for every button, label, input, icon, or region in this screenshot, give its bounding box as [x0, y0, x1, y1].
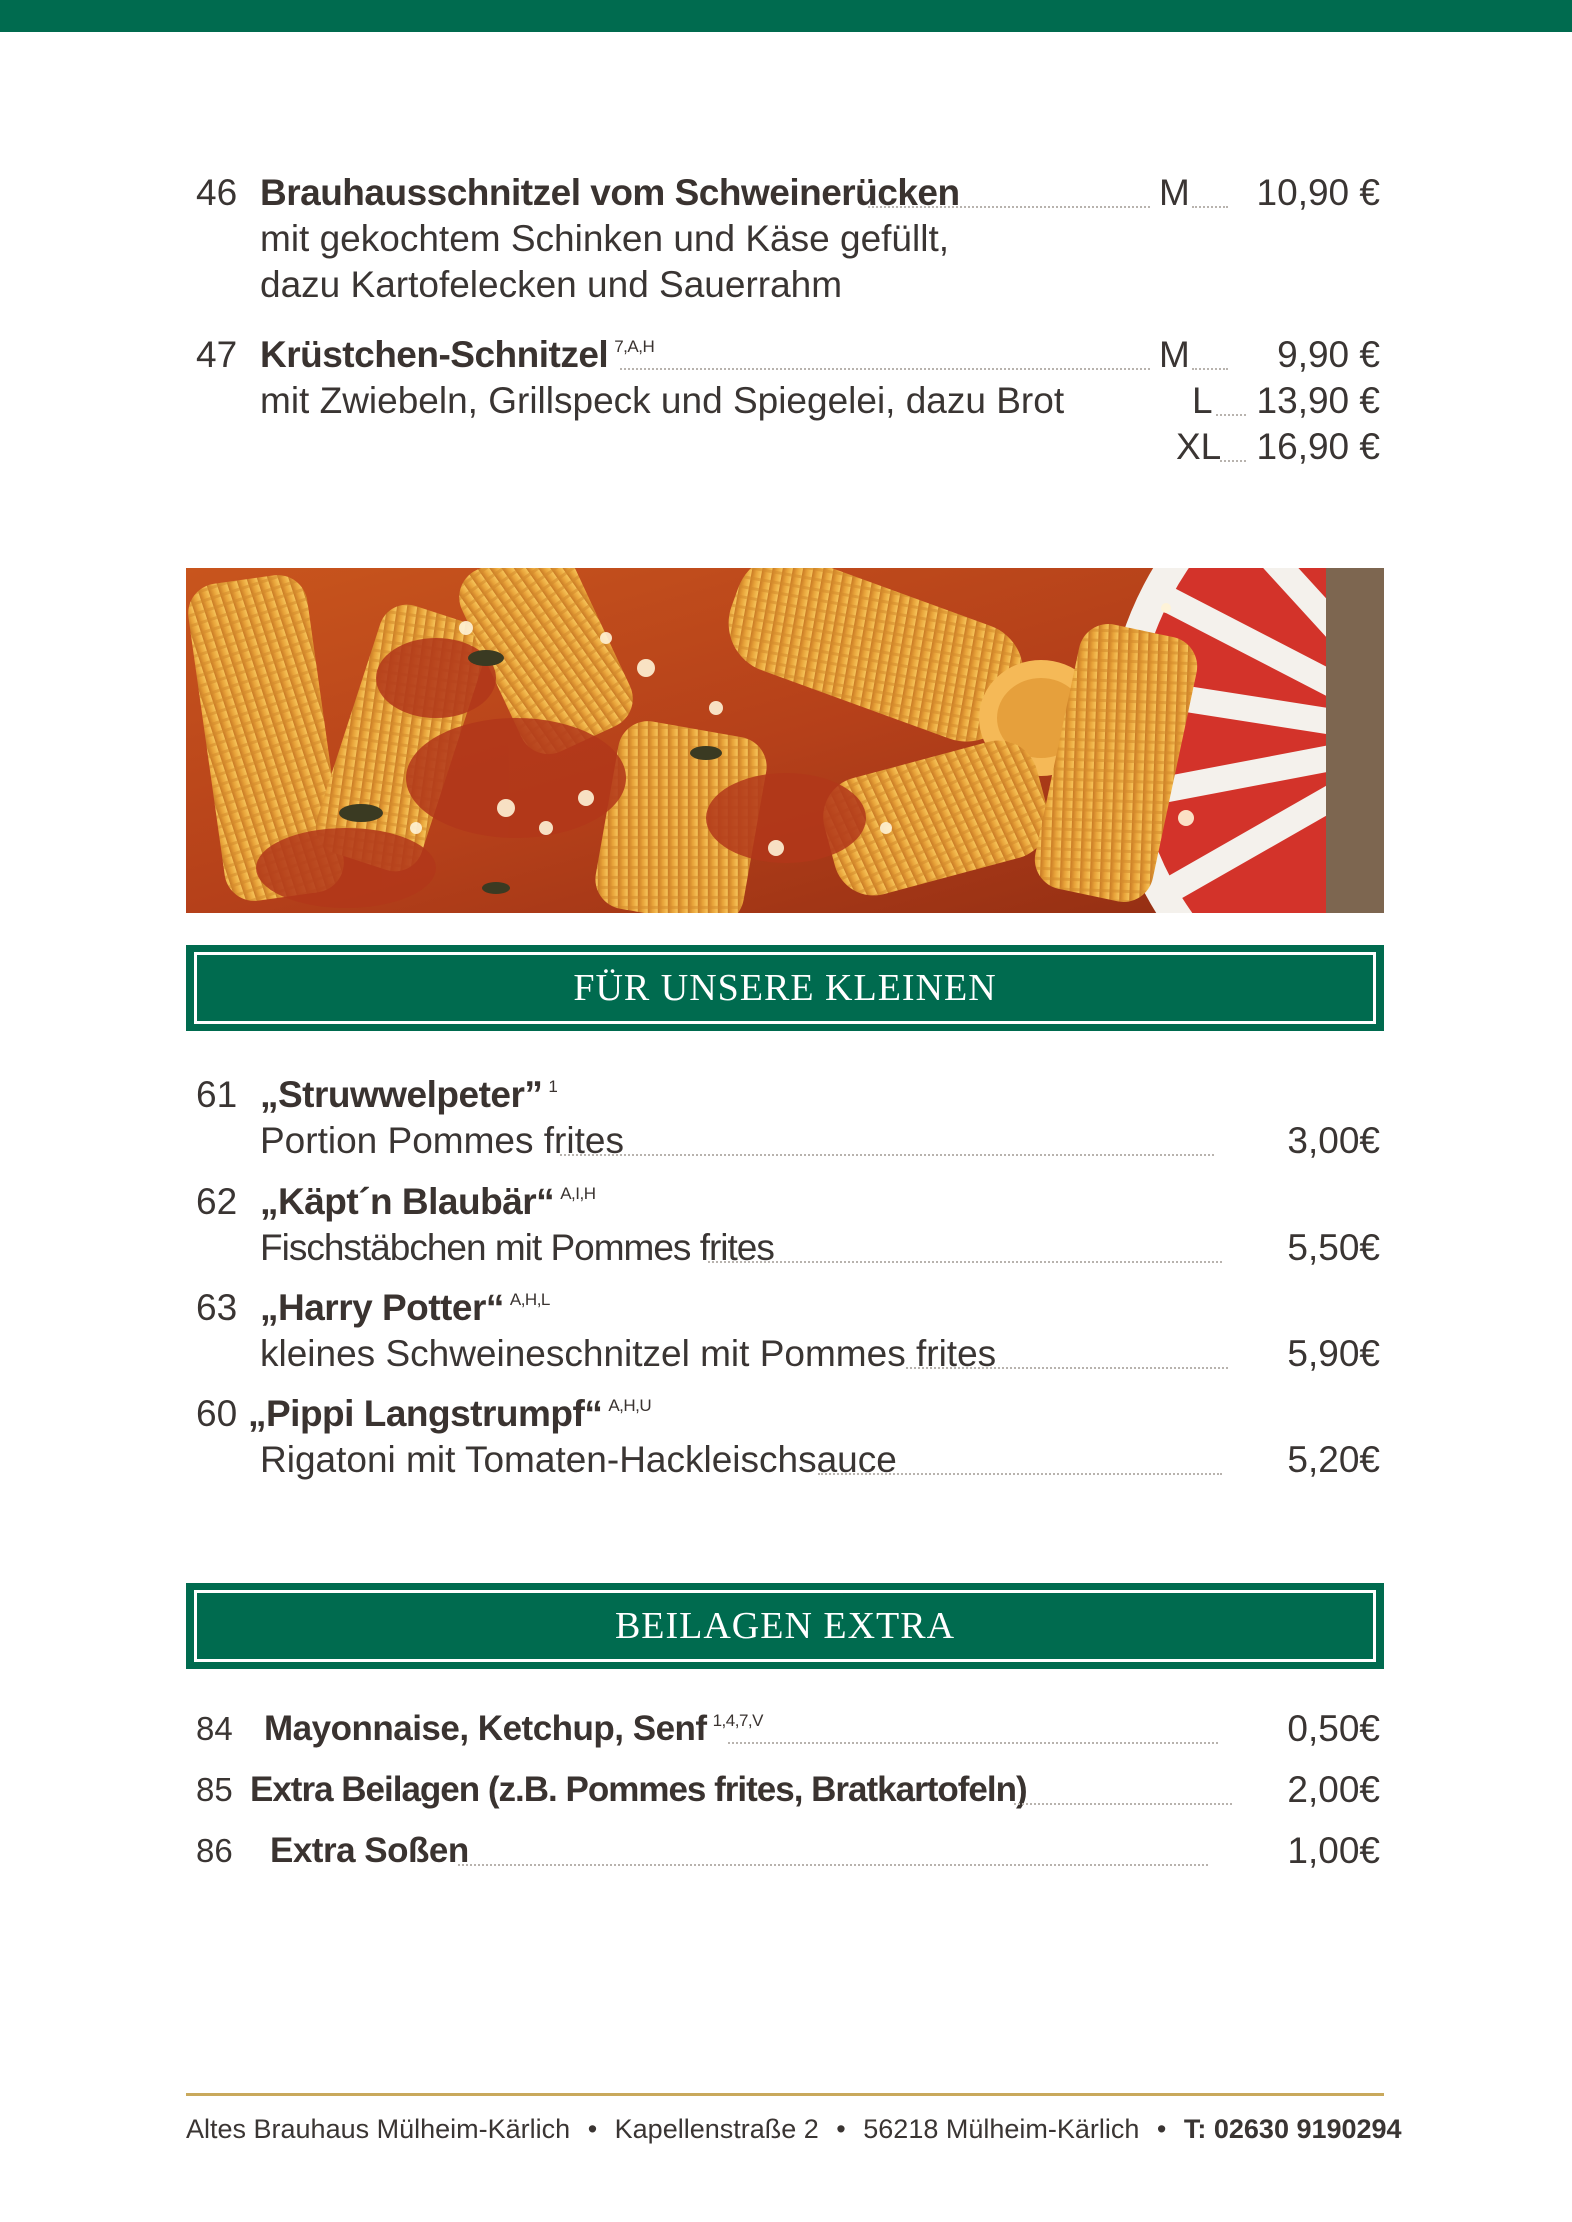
section-heading: BEILAGEN EXTRA [614, 1605, 956, 1647]
top-brand-bar [0, 0, 1572, 32]
item-description: dazu Kartofelecken und Sauerrahm [260, 264, 843, 305]
item-number: 62 [196, 1181, 238, 1222]
dot-leader [1220, 460, 1246, 462]
size-label: L [1192, 380, 1213, 421]
item-price: 1,00€ [1287, 1830, 1380, 1871]
item-number: 47 [196, 334, 238, 375]
menu-item-60 [196, 1391, 1380, 1483]
dot-leader [708, 1261, 1222, 1263]
menu-item-46 [196, 170, 1380, 308]
item-title: Krüstchen-Schnitzel $^{7,A,H}$ [260, 334, 655, 375]
dot-leader [560, 1154, 1214, 1156]
restaurant-name: Altes Brauhaus Mülheim-Kärlich [186, 2114, 571, 2144]
item-title: „Käpt´n Blaubär“ $^{A,I,H}$ [260, 1181, 596, 1222]
footer-address [186, 2112, 1402, 2146]
item-title: „Harry Potter“ $^{A,H,L}$ [260, 1287, 550, 1328]
allergen-codes: 1 [548, 1077, 558, 1096]
item-number: 84 [196, 1710, 233, 1747]
size-label: M [1159, 172, 1190, 213]
size-label: M [1159, 334, 1190, 375]
section-banner-extras [186, 1583, 1384, 1669]
allergen-codes: A,H,U [608, 1396, 652, 1415]
dot-leader [1192, 368, 1228, 370]
item-price: 16,90 € [1256, 426, 1380, 467]
city-address: 56218 Mülheim-Kärlich [863, 2114, 1140, 2144]
item-number: 46 [196, 172, 238, 213]
item-number: 86 [196, 1832, 233, 1869]
dot-leader [1216, 414, 1246, 416]
item-title: „Pippi Langstrumpf“ $^{A,H,U}$ [248, 1393, 652, 1434]
menu-item-47 [196, 332, 1380, 470]
item-description: mit gekochtem Schinken und Käse gefüllt, [260, 218, 949, 259]
extra-item-85 [196, 1767, 1380, 1813]
item-description: Fischstäbchen mit Pommes frites [260, 1227, 774, 1268]
item-price: 0,50€ [1287, 1708, 1380, 1749]
dot-leader [906, 1367, 1228, 1369]
item-price: 2,00€ [1287, 1769, 1380, 1810]
menu-item-62 [196, 1179, 1380, 1271]
menu-item-63 [196, 1285, 1380, 1377]
allergen-codes: 1,4,7,V [712, 1711, 763, 1730]
item-number: 60 [196, 1393, 238, 1434]
item-price: 5,50€ [1287, 1227, 1380, 1268]
item-price: 3,00€ [1287, 1120, 1380, 1161]
extra-item-86 [196, 1828, 1380, 1874]
size-label: XL [1176, 426, 1222, 467]
extra-item-84 [196, 1706, 1380, 1752]
section-banner-kids [186, 945, 1384, 1031]
dot-leader [868, 206, 1150, 208]
allergen-codes: A,H,L [509, 1290, 550, 1309]
item-description: mit Zwiebeln, Grillspeck und Spiegelei, dazu Brot [260, 380, 1065, 421]
footer-rule [186, 2093, 1384, 2096]
item-price: 5,90€ [1287, 1333, 1380, 1374]
item-price: 13,90 € [1256, 380, 1380, 421]
item-price: 5,20€ [1287, 1439, 1380, 1480]
allergen-codes: A,I,H [560, 1184, 596, 1203]
phone-number: T: 02630 9190294 [1183, 2114, 1402, 2144]
item-title: Mayonnaise, Ketchup, Senf $^{1,4,7,V}$ [264, 1709, 763, 1748]
street-address: Kapellenstraße 2 [614, 2114, 819, 2144]
dot-leader [1014, 1803, 1232, 1805]
rigatoni-pasta-photo [186, 568, 1384, 913]
item-title: Extra Beilagen (z.B. Pommes frites, Bratkartofeln) [250, 1770, 1027, 1809]
item-number: 85 [196, 1771, 233, 1808]
separator-dot: • [836, 2114, 846, 2144]
item-title: „Struwwelpeter” $^1$ [260, 1074, 558, 1115]
item-title: Brauhausschnitzel vom Schweinerücken [260, 172, 960, 213]
menu-item-61 [196, 1072, 1380, 1164]
item-number: 63 [196, 1287, 238, 1328]
dot-leader [1192, 206, 1228, 208]
dot-leader [620, 368, 1150, 370]
item-price: 10,90 € [1256, 172, 1380, 213]
separator-dot: • [587, 2114, 598, 2144]
item-description: kleines Schweineschnitzel mit Pommes frites [260, 1333, 997, 1374]
item-description: Rigatoni mit Tomaten-Hackleischsauce [260, 1439, 897, 1480]
dot-leader [818, 1473, 1222, 1475]
dot-leader [728, 1742, 1218, 1744]
item-description: Portion Pommes frites [260, 1120, 624, 1161]
separator-dot: • [1156, 2114, 1167, 2144]
item-title: Extra Soßen [270, 1831, 469, 1870]
allergen-codes: 7,A,H [614, 337, 655, 356]
section-heading: FÜR UNSERE KLEINEN [573, 967, 997, 1009]
dot-leader [458, 1864, 1208, 1866]
item-number: 61 [196, 1074, 238, 1115]
item-price: 9,90 € [1277, 334, 1380, 375]
